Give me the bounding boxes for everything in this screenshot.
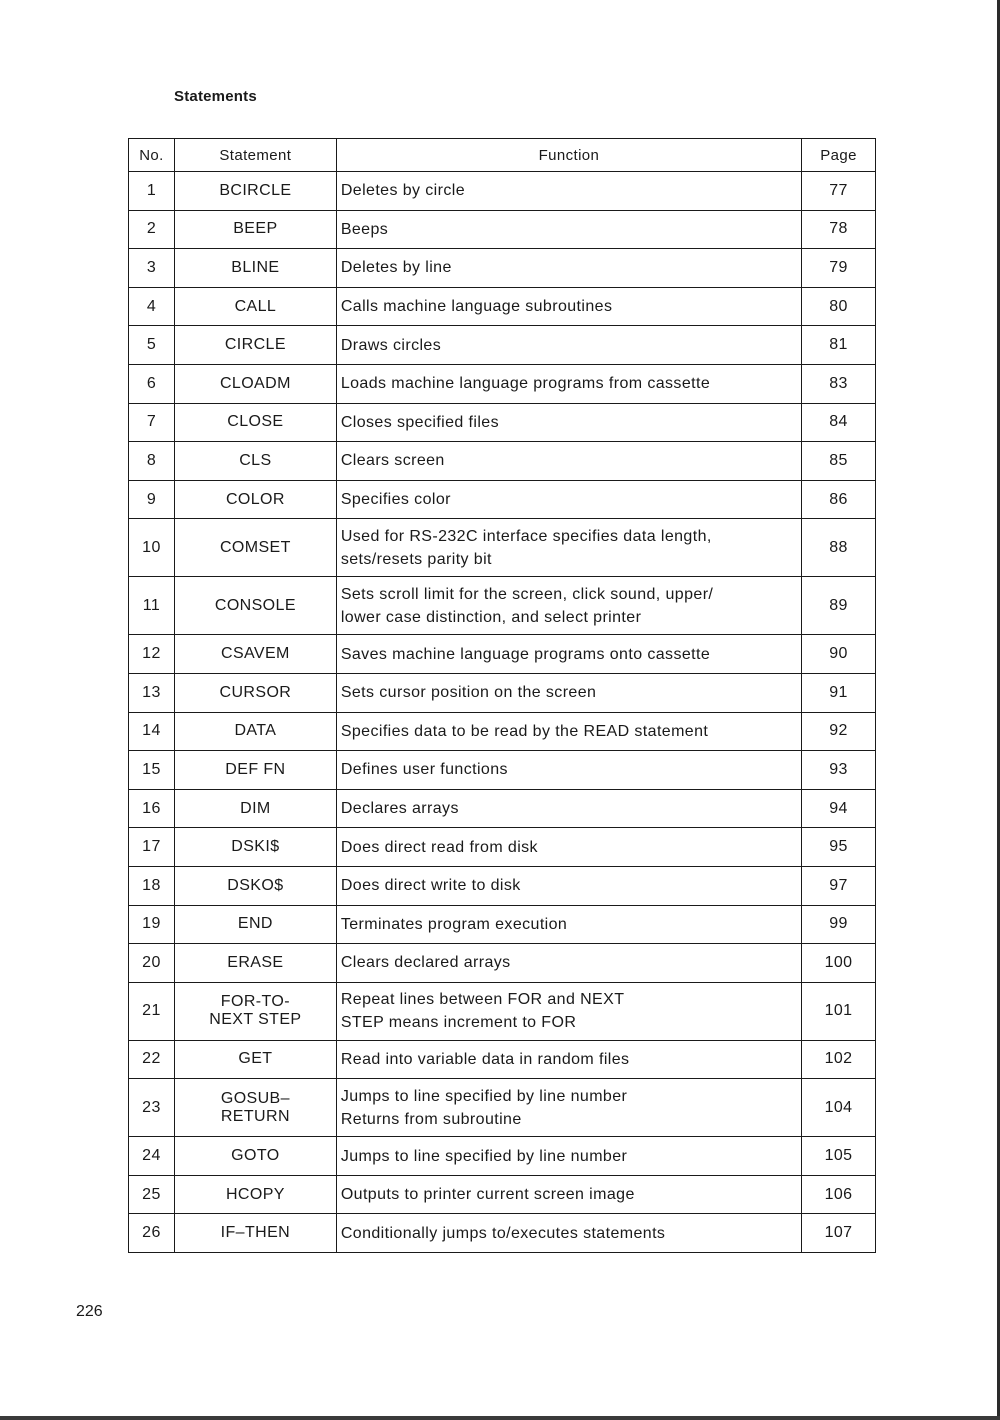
page-number: 226: [76, 1303, 103, 1320]
function-description: Used for RS-232C interface specifies data length,: [340, 527, 712, 545]
page-reference: 91: [802, 673, 876, 712]
function-description: Conditionally jumps to/executes statements: [340, 1224, 666, 1242]
row-number: 12: [129, 635, 175, 674]
statement-name: CLOSE: [227, 413, 284, 431]
statements-table: [128, 138, 876, 1253]
statement-name: BEEP: [233, 220, 278, 238]
function-description: Saves machine language programs onto cassette: [340, 645, 711, 663]
function-cell: [336, 1079, 801, 1137]
function-cell: [336, 982, 801, 1040]
column-header-page: Page: [802, 139, 876, 172]
statement-name: CLS: [239, 451, 272, 469]
statement-name: NEXT STEP: [209, 1011, 302, 1029]
statement-name: COLOR: [225, 490, 285, 508]
statement-cell: [174, 905, 336, 944]
function-description: Jumps to line specified by line number: [340, 1147, 628, 1165]
function-description: Does direct write to disk: [340, 877, 521, 895]
statement-cell: [174, 249, 336, 288]
table-row: [129, 866, 876, 905]
function-description: Clears declared arrays: [340, 954, 511, 972]
page-reference: 77: [802, 172, 876, 211]
statement-name: CLOADM: [219, 374, 291, 392]
statement-cell: [174, 172, 336, 211]
row-number: 17: [129, 828, 175, 867]
statement-name: HCOPY: [225, 1185, 285, 1203]
function-description: Calls machine language subroutines: [340, 298, 613, 316]
row-number: 1: [129, 172, 175, 211]
function-description: Closes specified files: [340, 413, 500, 431]
function-cell: [336, 480, 801, 519]
function-cell: [336, 519, 801, 577]
page-reference: 86: [802, 480, 876, 519]
function-description: Specifies color: [340, 491, 451, 509]
function-cell: [336, 287, 801, 326]
statement-name: DSKO$: [227, 876, 284, 894]
page-reference: 80: [802, 287, 876, 326]
statement-name: IF–THEN: [220, 1224, 291, 1242]
table-row: [129, 480, 876, 519]
page-reference: 89: [802, 577, 876, 635]
page-reference: 83: [802, 364, 876, 403]
table-row: [129, 403, 876, 442]
row-number: 25: [129, 1175, 175, 1214]
column-header-statement: Statement: [174, 139, 336, 172]
statement-name: DSKI$: [231, 838, 280, 856]
function-cell: [336, 944, 801, 983]
statement-name: CSAVEM: [220, 645, 290, 663]
table-row: [129, 789, 876, 828]
statement-name: DEF FN: [225, 760, 286, 778]
statement-name: DATA: [234, 722, 277, 740]
page-reference: 78: [802, 210, 876, 249]
function-cell: [336, 828, 801, 867]
row-number: 4: [129, 287, 175, 326]
statement-cell: [174, 1214, 336, 1253]
function-cell: [336, 866, 801, 905]
statement-name: FOR-TO-: [220, 993, 290, 1011]
table-row: [129, 1175, 876, 1214]
row-number: 23: [129, 1079, 175, 1137]
function-description: Defines user functions: [340, 761, 508, 779]
statement-cell: [174, 944, 336, 983]
page-edge-bottom: [0, 1416, 1000, 1420]
statement-cell: [174, 1175, 336, 1214]
table-row: [129, 828, 876, 867]
statement-name: BCIRCLE: [219, 181, 292, 199]
column-header-no: No.: [129, 139, 175, 172]
table-row: [129, 364, 876, 403]
function-description: Does direct read from disk: [340, 838, 538, 856]
statement-cell: [174, 982, 336, 1040]
page-reference: 93: [802, 751, 876, 790]
function-description: Outputs to printer current screen image: [340, 1186, 635, 1204]
page-reference: 79: [802, 249, 876, 288]
statement-name: GOSUB–: [220, 1089, 290, 1107]
function-description: Draws circles: [340, 336, 442, 354]
table-header-row: [129, 139, 876, 172]
statement-name: ERASE: [227, 953, 284, 971]
row-number: 19: [129, 905, 175, 944]
statement-name: COMSET: [219, 538, 291, 556]
function-cell: [336, 172, 801, 211]
table-row: [129, 944, 876, 983]
page-reference: 94: [802, 789, 876, 828]
row-number: 11: [129, 577, 175, 635]
statement-name: DIM: [240, 799, 271, 817]
function-description: STEP means increment to FOR: [340, 1014, 577, 1032]
statement-cell: [174, 712, 336, 751]
statement-name: GET: [238, 1050, 273, 1068]
table-row: [129, 673, 876, 712]
statement-cell: [174, 828, 336, 867]
column-header-function: Function: [336, 139, 801, 172]
section-title: Statements: [174, 88, 257, 105]
statement-name: CIRCLE: [224, 336, 286, 354]
function-cell: [336, 1040, 801, 1079]
row-number: 20: [129, 944, 175, 983]
statement-cell: [174, 751, 336, 790]
table-row: [129, 1040, 876, 1079]
row-number: 14: [129, 712, 175, 751]
statement-name: CONSOLE: [214, 596, 296, 614]
statement-cell: [174, 1137, 336, 1176]
table-row: [129, 577, 876, 635]
row-number: 18: [129, 866, 175, 905]
table-row: [129, 172, 876, 211]
function-description: Read into variable data in random files: [340, 1050, 630, 1068]
function-cell: [336, 364, 801, 403]
statement-cell: [174, 577, 336, 635]
statement-name: GOTO: [231, 1147, 280, 1165]
table-row: [129, 1079, 876, 1137]
row-number: 9: [129, 480, 175, 519]
function-cell: [336, 1137, 801, 1176]
table-row: [129, 1137, 876, 1176]
table-row: [129, 442, 876, 481]
statement-cell: [174, 287, 336, 326]
function-cell: [336, 210, 801, 249]
function-description: Repeat lines between FOR and NEXT: [340, 991, 625, 1009]
function-cell: [336, 249, 801, 288]
function-description: Jumps to line specified by line number: [340, 1087, 628, 1105]
function-cell: [336, 326, 801, 365]
function-cell: [336, 905, 801, 944]
page-reference: 90: [802, 635, 876, 674]
statement-cell: [174, 673, 336, 712]
page-reference: 85: [802, 442, 876, 481]
row-number: 3: [129, 249, 175, 288]
table-row: [129, 982, 876, 1040]
table-row: [129, 1214, 876, 1253]
page-reference: 101: [802, 982, 876, 1040]
function-description: Beeps: [340, 220, 389, 238]
statement-cell: [174, 789, 336, 828]
statement-cell: [174, 210, 336, 249]
table-row: [129, 326, 876, 365]
row-number: 21: [129, 982, 175, 1040]
function-description: Returns from subroutine: [340, 1110, 522, 1128]
page-reference: 84: [802, 403, 876, 442]
table-body: [129, 172, 876, 1253]
row-number: 7: [129, 403, 175, 442]
function-cell: [336, 789, 801, 828]
row-number: 16: [129, 789, 175, 828]
function-description: sets/resets parity bit: [340, 550, 492, 568]
page-reference: 95: [802, 828, 876, 867]
function-description: Deletes by line: [340, 259, 452, 277]
function-description: lower case distinction, and select printer: [340, 608, 642, 626]
row-number: 5: [129, 326, 175, 365]
table-row: [129, 635, 876, 674]
row-number: 26: [129, 1214, 175, 1253]
page-reference: 92: [802, 712, 876, 751]
page-reference: 107: [802, 1214, 876, 1253]
statement-name: RETURN: [220, 1107, 290, 1125]
statement-cell: [174, 442, 336, 481]
statement-cell: [174, 866, 336, 905]
function-cell: [336, 635, 801, 674]
page-reference: 99: [802, 905, 876, 944]
row-number: 10: [129, 519, 175, 577]
statement-name: END: [237, 915, 273, 933]
function-cell: [336, 673, 801, 712]
page-reference: 104: [802, 1079, 876, 1137]
row-number: 24: [129, 1137, 175, 1176]
function-description: Terminates program execution: [340, 915, 568, 933]
row-number: 15: [129, 751, 175, 790]
function-description: Declares arrays: [340, 800, 459, 818]
page-reference: 102: [802, 1040, 876, 1079]
statement-cell: [174, 519, 336, 577]
row-number: 22: [129, 1040, 175, 1079]
page-reference: 100: [802, 944, 876, 983]
row-number: 8: [129, 442, 175, 481]
table-row: [129, 905, 876, 944]
row-number: 13: [129, 673, 175, 712]
function-cell: [336, 403, 801, 442]
page-reference: 105: [802, 1137, 876, 1176]
function-description: Deletes by circle: [340, 182, 465, 200]
table-row: [129, 519, 876, 577]
function-cell: [336, 712, 801, 751]
statement-name: CURSOR: [219, 683, 292, 701]
function-cell: [336, 1214, 801, 1253]
statement-cell: [174, 403, 336, 442]
table-row: [129, 210, 876, 249]
function-description: Loads machine language programs from cassette: [340, 375, 711, 393]
table-row: [129, 751, 876, 790]
statement-cell: [174, 480, 336, 519]
row-number: 6: [129, 364, 175, 403]
statement-cell: [174, 326, 336, 365]
function-cell: [336, 577, 801, 635]
table-row: [129, 287, 876, 326]
statement-name: BLINE: [231, 258, 280, 276]
statement-cell: [174, 364, 336, 403]
function-cell: [336, 751, 801, 790]
page-reference: 97: [802, 866, 876, 905]
row-number: 2: [129, 210, 175, 249]
table-row: [129, 249, 876, 288]
function-description: Sets cursor position on the screen: [340, 684, 597, 702]
page-reference: 88: [802, 519, 876, 577]
function-description: Sets scroll limit for the screen, click sound, upper/: [340, 585, 714, 603]
function-cell: [336, 442, 801, 481]
function-description: Clears screen: [340, 452, 445, 470]
statement-cell: [174, 635, 336, 674]
statement-cell: [174, 1040, 336, 1079]
page-reference: 81: [802, 326, 876, 365]
function-description: Specifies data to be read by the READ statement: [340, 722, 709, 740]
table-row: [129, 712, 876, 751]
statement-name: CALL: [234, 297, 277, 315]
function-cell: [336, 1175, 801, 1214]
page-reference: 106: [802, 1175, 876, 1214]
statement-cell: [174, 1079, 336, 1137]
